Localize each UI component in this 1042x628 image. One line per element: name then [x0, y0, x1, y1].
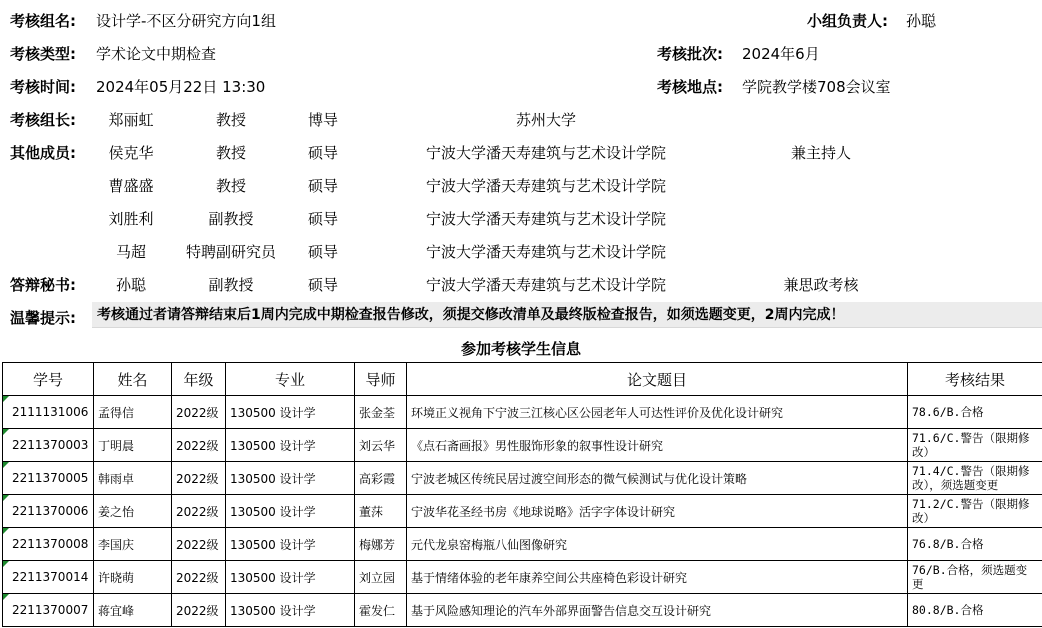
- student-grade: 2022级: [172, 594, 226, 627]
- member-unit: 宁波大学潘天寿建筑与艺术设计学院: [425, 144, 667, 162]
- student-id: 2211370003: [3, 429, 94, 462]
- student-id: 2111131006: [3, 396, 94, 429]
- student-major: 130500 设计学: [226, 495, 355, 528]
- place-label: 考核地点:: [657, 78, 723, 96]
- student-advisor: 梅娜芳: [355, 528, 407, 561]
- member-note: 兼思政考核: [783, 276, 859, 294]
- table-row: [3, 495, 1042, 528]
- member-name: 刘胜利: [108, 210, 154, 228]
- student-name: 姜之怡: [94, 495, 172, 528]
- student-name: 韩雨卓: [94, 462, 172, 495]
- member-unit: 宁波大学潘天寿建筑与艺术设计学院: [425, 210, 667, 228]
- head-label: 考核组长:: [10, 111, 76, 129]
- member-title: 副教授: [208, 276, 254, 294]
- secretary-label: 答辩秘书:: [10, 276, 76, 294]
- member-unit: 苏州大学: [515, 111, 577, 129]
- member-name: 曹盛盛: [108, 177, 154, 195]
- exam-result: 71.4/C.警告（限期修改），须选题变更: [908, 462, 1042, 495]
- batch-value: 2024年6月: [742, 45, 820, 63]
- leader-value: 孙聪: [906, 12, 937, 30]
- thesis-title: 元代龙泉窑梅瓶八仙图像研究: [407, 528, 908, 561]
- student-name: 李国庆: [94, 528, 172, 561]
- exam-result: 71.6/C.警告（限期修改）: [908, 429, 1042, 462]
- notice-label: 温馨提示:: [10, 309, 76, 327]
- table-row: [3, 594, 1042, 627]
- exam-result: 80.8/B.合格: [908, 594, 1042, 627]
- batch-label: 考核批次:: [657, 45, 723, 63]
- student-id: 2211370006: [3, 495, 94, 528]
- notice-text: 考核通过者请答辩结束后1周内完成中期检查报告修改，须提交修改清单及最终版检查报告，如须选题变更，2周内完成！: [92, 302, 1042, 328]
- table-row: [3, 528, 1042, 561]
- member-role: 硕导: [307, 276, 339, 294]
- student-advisor: 高彩霞: [355, 462, 407, 495]
- member-name: 侯克华: [108, 144, 154, 162]
- student-advisor: 刘立园: [355, 561, 407, 594]
- member-role: 硕导: [307, 210, 339, 228]
- student-name: 蒋宜峰: [94, 594, 172, 627]
- leader-label: 小组负责人:: [807, 12, 888, 30]
- table-row: [3, 561, 1042, 594]
- student-major: 130500 设计学: [226, 462, 355, 495]
- table-header-row: [3, 363, 1042, 396]
- exam-result: 76/B.合格，须选题变更: [908, 561, 1042, 594]
- thesis-title: 《点石斋画报》男性服饰形象的叙事性设计研究: [407, 429, 908, 462]
- place-value: 学院教学楼708会议室: [742, 78, 891, 96]
- thesis-title: 环境正义视角下宁波三江核心区公园老年人可达性评价及优化设计研究: [407, 396, 908, 429]
- table-row: [3, 462, 1042, 495]
- thesis-title: 宁波老城区传统民居过渡空间形态的微气候测试与优化设计策略: [407, 462, 908, 495]
- time-value: 2024年05月22日 13:30: [96, 78, 266, 96]
- col-header-major: 专业: [226, 363, 355, 396]
- member-role: 博导: [307, 111, 339, 129]
- student-grade: 2022级: [172, 495, 226, 528]
- member-role: 硕导: [307, 243, 339, 261]
- type-label: 考核类型:: [10, 45, 76, 63]
- students-section-title: 参加考核学生信息: [460, 340, 581, 358]
- member-title: 副教授: [208, 210, 254, 228]
- student-grade: 2022级: [172, 561, 226, 594]
- col-header-result: 考核结果: [908, 363, 1042, 396]
- col-header-id: 学号: [3, 363, 94, 396]
- exam-result: 78.6/B.合格: [908, 396, 1042, 429]
- student-id: 2211370005: [3, 462, 94, 495]
- student-grade: 2022级: [172, 396, 226, 429]
- group-value: 设计学-不区分研究方向1组: [96, 12, 276, 30]
- student-grade: 2022级: [172, 429, 226, 462]
- time-label: 考核时间:: [10, 78, 76, 96]
- student-major: 130500 设计学: [226, 528, 355, 561]
- col-header-grade: 年级: [172, 363, 226, 396]
- member-name: 郑丽虹: [108, 111, 154, 129]
- col-header-advisor: 导师: [355, 363, 407, 396]
- student-name: 孟得信: [94, 396, 172, 429]
- student-id: 2211370014: [3, 561, 94, 594]
- col-header-name: 姓名: [94, 363, 172, 396]
- members-label: 其他成员:: [10, 144, 76, 162]
- thesis-title: 基于风险感知理论的汽车外部界面警告信息交互设计研究: [407, 594, 908, 627]
- student-grade: 2022级: [172, 462, 226, 495]
- member-title: 教授: [215, 177, 247, 195]
- students-table: [2, 362, 1042, 627]
- exam-result: 76.8/B.合格: [908, 528, 1042, 561]
- student-id: 2211370008: [3, 528, 94, 561]
- student-advisor: 张金荃: [355, 396, 407, 429]
- member-role: 硕导: [307, 177, 339, 195]
- col-header-title: 论文题目: [407, 363, 908, 396]
- member-role: 硕导: [307, 144, 339, 162]
- member-unit: 宁波大学潘天寿建筑与艺术设计学院: [425, 177, 667, 195]
- member-title: 特聘副研究员: [185, 243, 277, 261]
- table-row: [3, 396, 1042, 429]
- member-title: 教授: [215, 144, 247, 162]
- table-row: [3, 429, 1042, 462]
- member-note: 兼主持人: [790, 144, 852, 162]
- student-advisor: 霍发仁: [355, 594, 407, 627]
- member-title: 教授: [215, 111, 247, 129]
- member-name: 马超: [115, 243, 147, 261]
- student-name: 丁明晨: [94, 429, 172, 462]
- student-advisor: 刘云华: [355, 429, 407, 462]
- member-unit: 宁波大学潘天寿建筑与艺术设计学院: [425, 276, 667, 294]
- student-grade: 2022级: [172, 528, 226, 561]
- student-major: 130500 设计学: [226, 561, 355, 594]
- thesis-title: 宁波华花圣经书房《地球说略》活字字体设计研究: [407, 495, 908, 528]
- exam-result: 71.2/C.警告（限期修改）: [908, 495, 1042, 528]
- group-label: 考核组名:: [10, 12, 76, 30]
- student-major: 130500 设计学: [226, 396, 355, 429]
- student-major: 130500 设计学: [226, 429, 355, 462]
- member-name: 孙聪: [115, 276, 147, 294]
- member-unit: 宁波大学潘天寿建筑与艺术设计学院: [425, 243, 667, 261]
- type-value: 学术论文中期检查: [96, 45, 217, 63]
- student-major: 130500 设计学: [226, 594, 355, 627]
- student-id: 2211370007: [3, 594, 94, 627]
- student-name: 许晓萌: [94, 561, 172, 594]
- student-advisor: 董莯: [355, 495, 407, 528]
- thesis-title: 基于情绪体验的老年康养空间公共座椅色彩设计研究: [407, 561, 908, 594]
